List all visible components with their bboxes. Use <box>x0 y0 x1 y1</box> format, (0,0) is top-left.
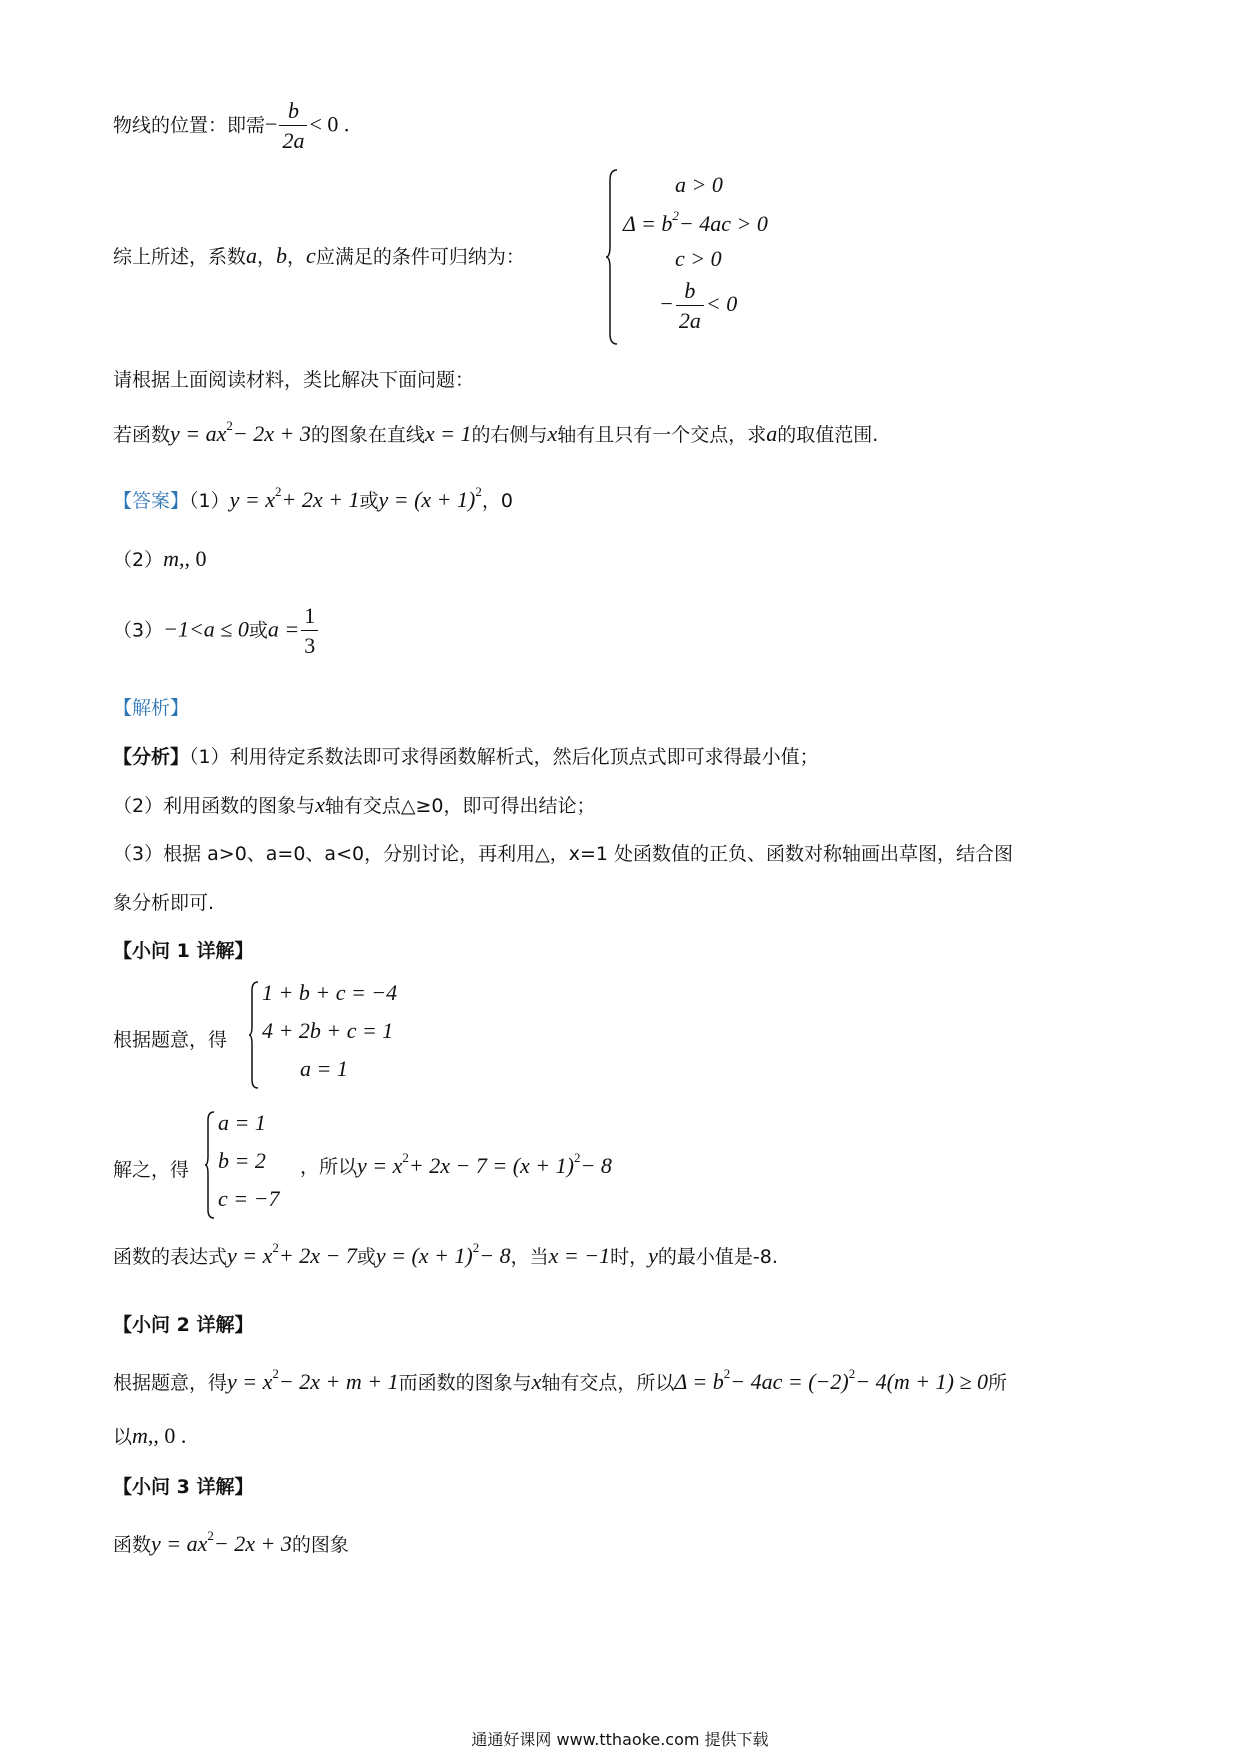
system-row-2: $\Delta = b^2- 4ac > 0$ <box>623 208 768 236</box>
solution-label: 解之，得 <box>113 1159 190 1181</box>
analysis-part-2: （2）利用函数的图象与x轴有交点△≥0，即可得出结论； <box>113 792 596 817</box>
answer-part-3: （3）−1<a ≤ 0或a = $\frac{1}{3}$ <box>113 605 320 657</box>
answer-part-1: 【答案】$(1)y = x^2+ 2x + 1$或$y = (x + 1)^2$，0 <box>113 484 513 512</box>
question-2-line-2: 以m,, 0 . <box>113 1423 187 1448</box>
solution-result: ，所以$y = x^2+ 2x - 7 = (x + 1)^2- 8$ <box>300 1150 612 1178</box>
answer-part-2: （2）m,, 0 <box>113 546 207 571</box>
text-line-summary: 综上所述，系数a，b，c应满足的条件可归纳为： <box>113 243 525 268</box>
function-expression-line: 函数的表达式$y = x^2+ 2x - 7$或$y = (x + 1)^2- 8$，当x = −1时，y的最小值是-8. <box>113 1240 778 1268</box>
left-brace-icon <box>605 168 619 346</box>
fraction-b-over-2a: $\frac{b}{2a}$ <box>279 100 307 152</box>
question-2-line-1: 根据题意，得$y = x^2- 2x + m + 1$而函数的图象与x轴有交点，所以$\Delta = b^2- 4ac = (-2)^2- 4(m + 1) \ge 0$所 <box>113 1366 1008 1394</box>
analysis-tag: 【解析】 <box>113 697 190 719</box>
equation-system-1: 1 + b + c = −4 4 + 2b + c = 1 a = 1 <box>248 980 448 1090</box>
question-3-tag: 【小问 3 详解】 <box>113 1476 254 1498</box>
condition-system <box>605 168 805 346</box>
text-line-parabola-position: 物线的位置：即需− $\frac{b}{2a}$ < 0 . <box>113 98 350 153</box>
question-1-text: 根据题意，得 <box>113 1029 228 1051</box>
question-1-tag: 【小问 1 详解】 <box>113 940 254 962</box>
system-row-4: − $\frac{b}{2a}$ < 0 <box>659 278 738 333</box>
solution-system: a = 1 b = 2 c = −7 <box>204 1110 304 1220</box>
analysis-part-3: （3）根据 a>0、a=0、a<0，分别讨论，再利用△，x=1 处函数值的正负、函数对称轴画出草图，结合图 <box>113 843 1013 865</box>
question-2-tag: 【小问 2 详解】 <box>113 1314 254 1336</box>
text-line-problem: 若函数$y = ax^2- 2x + 3$的图象在直线x = 1的右侧与x轴有且只有一个交点，求a的取值范围. <box>113 418 879 446</box>
analysis-part-1: 【分析】（1）利用待定系数法即可求得函数解析式，然后化顶点式即可求得最小值； <box>113 746 819 768</box>
question-3-line-1: 函数$y = ax^2- 2x + 3$的图象 <box>113 1528 349 1556</box>
text-line-instruction: 请根据上面阅读材料，类比解决下面问题： <box>113 369 475 391</box>
analysis-part-3-cont: 象分析即可. <box>113 892 215 914</box>
page-footer: 通通好课网 www.tthaoke.com 提供下载 <box>471 1730 769 1749</box>
system-row-3: c > 0 <box>675 246 722 271</box>
system-row-1: a > 0 <box>675 172 723 197</box>
left-brace-icon <box>204 1110 216 1220</box>
left-brace-icon <box>248 980 260 1090</box>
